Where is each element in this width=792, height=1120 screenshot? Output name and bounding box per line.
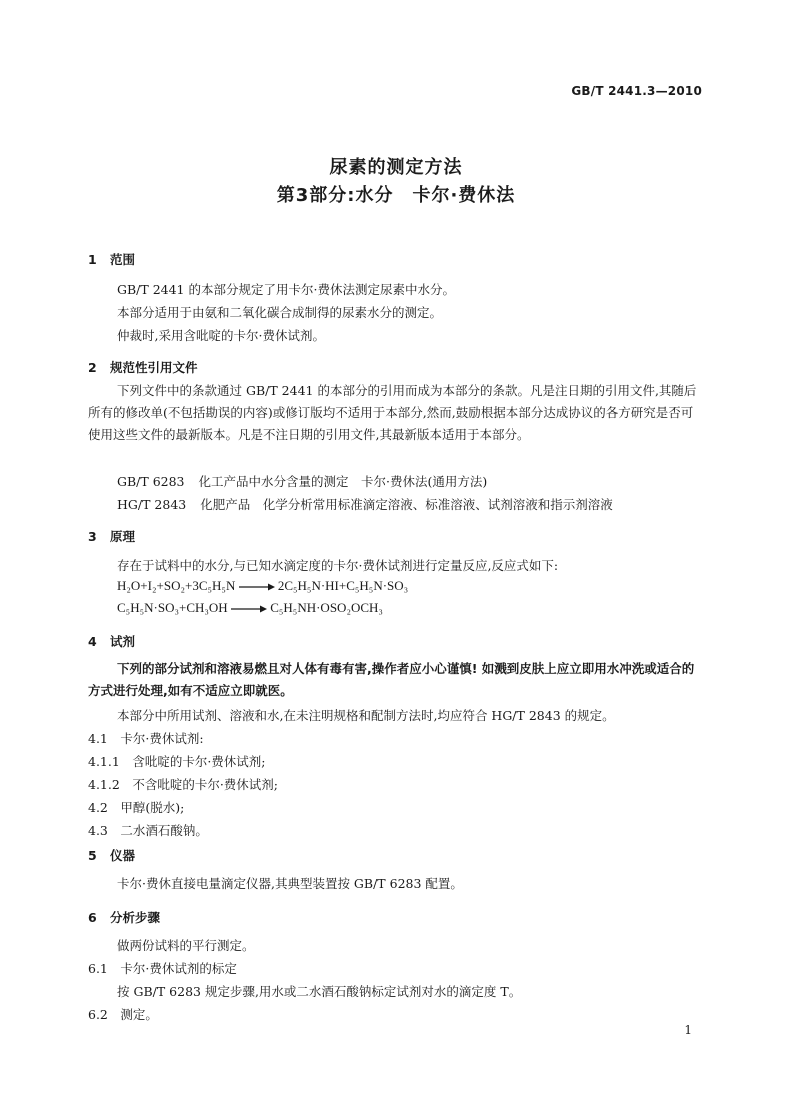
reference-hgt2843 xyxy=(117,495,613,513)
item-text: 卡尔·费休试剂: xyxy=(120,731,204,746)
reagent-item xyxy=(88,798,184,816)
section-2-heading xyxy=(88,358,198,376)
safety-warning: 下列的部分试剂和溶液易燃且对人体有毒有害,操作者应小心谨慎! 如溅到皮肤上应立即用水冲洗或适合的方式进行处理,如有不适应立即就医。 xyxy=(88,661,695,698)
reagent-item xyxy=(88,775,278,793)
reaction-arrow-icon xyxy=(231,604,267,614)
section-4-heading xyxy=(88,632,135,650)
document-title: 尿素的测定方法 xyxy=(329,157,463,178)
section-number: 2 xyxy=(88,360,97,375)
reaction-arrow-icon xyxy=(239,582,275,592)
item-text: 卡尔·费休试剂的标定 xyxy=(120,961,237,976)
section-number: 6 xyxy=(88,910,97,925)
page-number: 1 xyxy=(684,1023,692,1037)
principle-para: 存在于试料中的水分,与已知水滴定度的卡尔·费休试剂进行定量反应,反应式如下: xyxy=(117,558,559,573)
equation-reactants: C₅H₅N·SO₃+CH₃OH xyxy=(117,600,228,615)
section-number: 1 xyxy=(88,252,97,267)
item-number: 4.1.1 xyxy=(88,754,120,769)
section-title: 规范性引用文件 xyxy=(110,360,198,375)
section-title: 范围 xyxy=(110,252,136,267)
section-5-heading xyxy=(88,846,135,864)
reagent-item xyxy=(88,821,208,839)
section-number: 5 xyxy=(88,848,97,863)
procedure-para: 做两份试料的平行测定。 xyxy=(117,938,255,953)
item-text: 甲醇(脱水); xyxy=(120,800,185,815)
section-title: 仪器 xyxy=(110,848,136,863)
calibration-para: 按 GB/T 6283 规定步骤,用水或二水酒石酸钠标定试剂对水的滴定度 T。 xyxy=(117,984,522,999)
scope-para-2: 本部分适用于由氨和二氧化碳合成制得的尿素水分的测定。 xyxy=(117,305,443,320)
item-number: 4.2 xyxy=(88,800,108,815)
item-number: 4.1.2 xyxy=(88,777,120,792)
item-text: 二水酒石酸钠。 xyxy=(120,823,208,838)
section-1-heading xyxy=(88,250,135,268)
reference-code: GB/T 6283 xyxy=(117,474,185,489)
reagent-item xyxy=(88,729,204,747)
section-number: 4 xyxy=(88,634,97,649)
section-title: 试剂 xyxy=(110,634,136,649)
procedure-item xyxy=(88,1005,158,1023)
item-number: 6.1 xyxy=(88,961,108,976)
normative-refs-para: 下列文件中的条款通过 GB/T 2441 的本部分的引用而成为本部分的条款。凡是注日期的引用文件,其随后所有的修改单(不包括勘误的内容)或修订版均不适用于本部分,然而,鼓励根据本部分达成协议的各方研究是否可使用这些文件的最新版本。凡是不注日期的引用文件,其最新版本适用于本部分。 xyxy=(88,383,697,442)
item-text: 测定。 xyxy=(120,1007,158,1022)
item-number: 4.3 xyxy=(88,823,108,838)
document-subtitle: 第3部分:水分 卡尔·费休法 xyxy=(276,185,516,206)
apparatus-para: 卡尔·费休直接电量滴定仪器,其典型装置按 GB/T 6283 配置。 xyxy=(117,876,463,891)
equation-products: C₅H₅NH·OSO₂OCH₃ xyxy=(270,600,383,615)
reference-title: 化肥产品 化学分析常用标准滴定溶液、标准溶液、试剂溶液和指示剂溶液 xyxy=(200,497,613,512)
reference-title: 化工产品中水分含量的测定 卡尔·费休法(通用方法) xyxy=(198,474,488,489)
section-title: 原理 xyxy=(110,529,136,544)
reaction-equation-1 xyxy=(117,578,408,594)
section-title: 分析步骤 xyxy=(110,910,161,925)
section-number: 3 xyxy=(88,529,97,544)
scope-para-3: 仲裁时,采用含吡啶的卡尔·费休试剂。 xyxy=(117,328,325,343)
equation-reactants: H₂O+I₂+SO₂+3C₅H₅N xyxy=(117,578,236,593)
equation-products: 2C₅H₅N·HI+C₅H₅N·SO₃ xyxy=(277,578,409,593)
item-text: 含吡啶的卡尔·费休试剂; xyxy=(132,754,266,769)
standard-code: GB/T 2441.3—2010 xyxy=(571,84,702,98)
section-3-heading xyxy=(88,527,135,545)
item-text: 不含吡啶的卡尔·费休试剂; xyxy=(132,777,279,792)
item-number: 4.1 xyxy=(88,731,108,746)
scope-para-1: GB/T 2441 的本部分规定了用卡尔·费休法测定尿素中水分。 xyxy=(117,282,455,297)
section-6-heading xyxy=(88,908,160,926)
procedure-item xyxy=(88,959,237,977)
reaction-equation-2 xyxy=(117,600,383,616)
reagents-para: 本部分中所用试剂、溶液和水,在未注明规格和配制方法时,均应符合 HG/T 2843 的规定。 xyxy=(117,708,615,723)
reference-gbt6283 xyxy=(117,472,487,490)
reference-code: HG/T 2843 xyxy=(117,497,187,512)
reagent-item xyxy=(88,752,266,770)
item-number: 6.2 xyxy=(88,1007,108,1022)
